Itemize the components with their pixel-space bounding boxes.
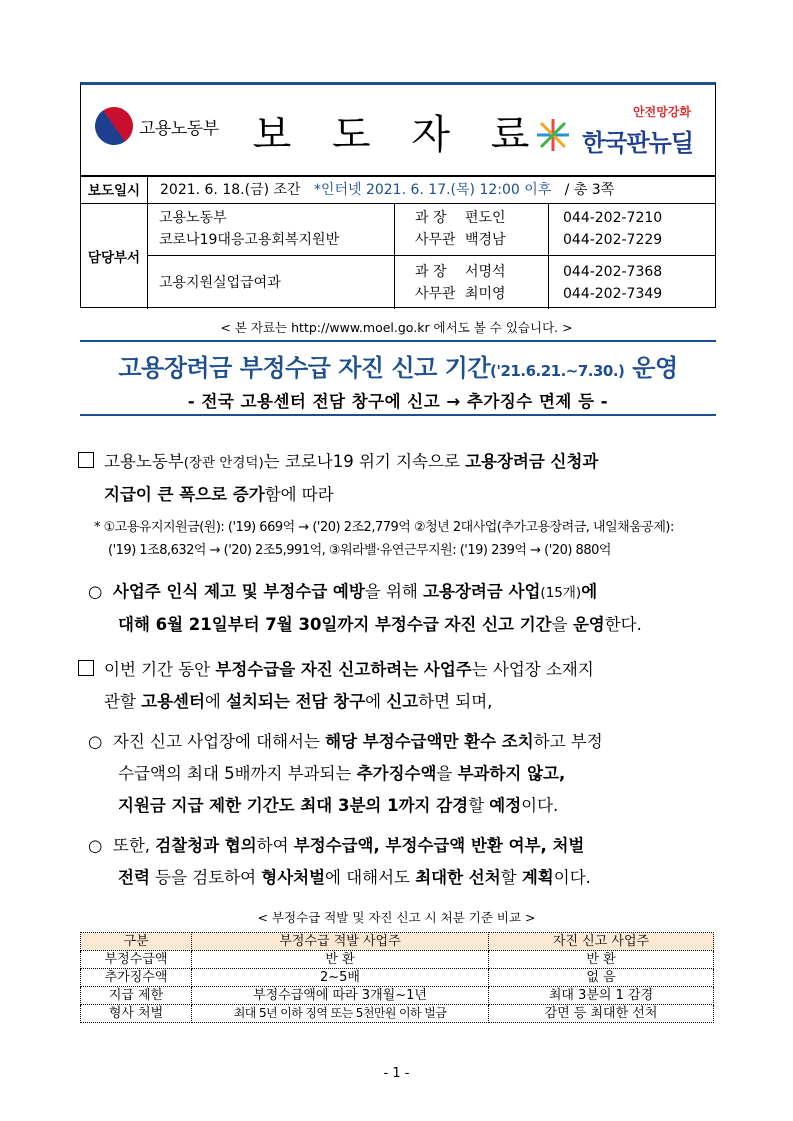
emphasis: 설치되는 전담 창구 bbox=[226, 692, 366, 711]
emphasis: 지원금 지급 제한 기간도 최대 3분의 1까지 감경 bbox=[118, 796, 469, 815]
text: 이다. bbox=[553, 868, 591, 887]
emphasis: 사업주 인식 제고 및 부정수급 예방 bbox=[112, 582, 365, 601]
table-cell: 감면 등 최대한 선처 bbox=[489, 1005, 714, 1023]
square-bullet-icon bbox=[78, 452, 94, 468]
department-org bbox=[147, 203, 395, 255]
text: 한다. bbox=[604, 615, 642, 634]
org-line: 고용지원실업급여과 bbox=[159, 274, 281, 291]
slogan: 안전망강화 bbox=[633, 105, 691, 119]
table-row bbox=[81, 1005, 714, 1023]
press-release-header bbox=[80, 82, 716, 308]
emphasis: 전력 bbox=[118, 868, 150, 887]
text: 에 bbox=[204, 692, 227, 711]
contact-phone: 044-202-7229 bbox=[563, 232, 663, 248]
footnote-line: ('19) 1조8,632억 → ('20) 2조5,991억, ③워라밸·유연근무지원: ('19) 239억 → ('20) 880억 bbox=[108, 543, 611, 558]
table-cell: 형사 처벌 bbox=[81, 1005, 192, 1023]
text: 관할 bbox=[104, 692, 142, 711]
department-contacts bbox=[395, 203, 549, 255]
table-header-cell: 구분 bbox=[81, 933, 192, 951]
document-title: 보 도 자 료 bbox=[252, 112, 544, 158]
circle-bullet-icon: ○ bbox=[88, 582, 103, 601]
release-info bbox=[148, 179, 614, 199]
text: 고용노동부 bbox=[104, 452, 184, 471]
footnote bbox=[94, 516, 714, 562]
circle-paragraph-1 bbox=[88, 576, 718, 641]
text: 을 bbox=[551, 615, 573, 634]
headline-end: 운영 bbox=[624, 354, 678, 382]
table-cell: 추가징수액 bbox=[81, 969, 192, 987]
internet-release: *인터넷 2021. 6. 17.(목) 12:00 이후 bbox=[313, 182, 552, 198]
emphasis: 예정 bbox=[489, 796, 522, 815]
text: 수급액의 최대 5배까지 부과되는 bbox=[118, 764, 357, 783]
emphasis: 최대한 선처 bbox=[415, 868, 501, 887]
text: 할 bbox=[500, 868, 522, 887]
circle-paragraph-2 bbox=[88, 726, 718, 822]
text: 함에 따라 bbox=[264, 485, 334, 504]
text: 자진 신고 사업장에 대해서는 bbox=[112, 732, 326, 751]
table-cell: 최대 3분의 1 감경 bbox=[489, 987, 714, 1005]
emphasis: 에 bbox=[581, 582, 598, 601]
page-number: - 1 - bbox=[383, 1066, 410, 1081]
department-label: 담당부서 bbox=[81, 203, 148, 309]
text: 하여 bbox=[256, 836, 294, 855]
table-row bbox=[81, 969, 714, 987]
paragraph-1 bbox=[78, 446, 718, 511]
department-phones bbox=[549, 256, 715, 309]
table-cell: 반 환 bbox=[192, 951, 489, 969]
release-date: 2021. 6. 18.(금) 조간 bbox=[160, 182, 301, 198]
contact-name: 백경남 bbox=[465, 232, 506, 248]
emphasis: 운영 bbox=[572, 615, 605, 634]
contact-phone: 044-202-7210 bbox=[563, 210, 663, 226]
new-deal-mark-icon bbox=[535, 117, 571, 153]
emphasis: 형사처벌 bbox=[261, 868, 326, 887]
text: 이다. bbox=[521, 796, 559, 815]
text: 등을 검토하여 bbox=[149, 868, 262, 887]
subheadline: - 전국 고용센터 전담 창구에 신고 → 추가징수 면제 등 - bbox=[187, 392, 609, 411]
table-cell: 2~5배 bbox=[192, 969, 489, 987]
headline bbox=[80, 348, 716, 383]
text: 하고 부정 bbox=[533, 732, 603, 751]
contact-phone: 044-202-7349 bbox=[563, 285, 663, 302]
emphasis: 고용장려금 신청과 bbox=[465, 452, 599, 471]
table-cell: 부정수급액에 따라 3개월~1년 bbox=[192, 987, 489, 1005]
text: 에 대해서도 bbox=[325, 868, 416, 887]
contact-phone: 044-202-7368 bbox=[563, 263, 663, 280]
emphasis: 부정수급액, 부정수급액 반환 여부, 처벌 bbox=[293, 836, 585, 855]
contact-name: 서명석 bbox=[465, 263, 506, 280]
contact-role: 사무관 bbox=[415, 232, 456, 248]
emphasis: 고용장려금 사업 bbox=[423, 582, 541, 601]
emphasis: 지급이 큰 폭으로 증가 bbox=[104, 485, 265, 504]
contact-person bbox=[415, 261, 548, 283]
text: (15개) bbox=[540, 585, 582, 601]
department-section bbox=[81, 203, 715, 309]
department-org bbox=[147, 256, 395, 309]
emphasis: 대해 6월 21일부터 7월 30일까지 부정수급 자진 신고 기간 bbox=[118, 615, 552, 634]
circle-bullet-icon: ○ bbox=[88, 732, 103, 751]
table-cell: 최대 5년 이하 징역 또는 5천만원 이하 벌금 bbox=[192, 1005, 489, 1023]
table-row bbox=[81, 951, 714, 969]
text: 할 bbox=[468, 796, 490, 815]
release-label: 보도일시 bbox=[81, 175, 148, 203]
text: 이번 기간 동안 bbox=[104, 660, 216, 679]
emphasis: 부정수급을 자진 신고하려는 사업주 bbox=[215, 660, 472, 679]
text: 하면 되며, bbox=[418, 692, 493, 711]
table-header-cell: 자진 신고 사업주 bbox=[489, 933, 714, 951]
table-cell: 반 환 bbox=[489, 951, 714, 969]
emphasis: 추가징수액 bbox=[356, 764, 437, 783]
table-cell: 지급 제한 bbox=[81, 987, 192, 1005]
header-title-row bbox=[81, 85, 715, 177]
text: 또한, bbox=[112, 836, 156, 855]
contact-person bbox=[415, 207, 548, 229]
contact-name: 편도인 bbox=[465, 210, 506, 226]
circle-bullet-icon: ○ bbox=[88, 836, 103, 855]
department-group bbox=[147, 203, 715, 256]
headline-main: 고용장려금 부정수급 자진 신고 기간 bbox=[118, 354, 491, 382]
korean-new-deal-logo bbox=[533, 99, 693, 163]
text: 을 위해 bbox=[364, 582, 424, 601]
text: 는 사업장 소재지 bbox=[471, 660, 594, 679]
comparison-table bbox=[80, 932, 714, 1023]
ministry-name: 고용노동부 bbox=[139, 118, 219, 139]
emphasis: 고용센터 bbox=[141, 692, 205, 711]
emphasis: 부과하지 않고, bbox=[457, 764, 566, 783]
table-header-cell: 부정수급 적발 사업주 bbox=[192, 933, 489, 951]
org-line: 고용노동부 bbox=[159, 210, 227, 226]
text: 을 bbox=[436, 764, 458, 783]
contact-name: 최미영 bbox=[465, 285, 506, 302]
website-notice: < 본 자료는 http://www.moel.go.kr 에서도 볼 수 있습니다. > bbox=[220, 320, 573, 335]
table-cell: 부정수급액 bbox=[81, 951, 192, 969]
brand-name: 한국판뉴딜 bbox=[582, 129, 693, 157]
emphasis: 계획 bbox=[521, 868, 554, 887]
text: 는 코로나19 위기 지속으로 bbox=[263, 452, 466, 471]
text: 에 bbox=[365, 692, 387, 711]
emphasis: 검찰청과 협의 bbox=[155, 836, 257, 855]
department-contacts bbox=[395, 256, 549, 309]
org-line: 코로나19대응고용회복지원반 bbox=[159, 232, 340, 248]
table-row bbox=[81, 987, 714, 1005]
contact-role: 사무관 bbox=[415, 285, 456, 302]
headline-box bbox=[80, 340, 716, 416]
text: (장관 안경덕) bbox=[183, 455, 264, 471]
circle-paragraph-3 bbox=[88, 830, 718, 894]
contact-person bbox=[415, 283, 548, 305]
release-date-row bbox=[81, 175, 715, 204]
department-phones bbox=[549, 203, 715, 255]
contact-role: 과 장 bbox=[415, 263, 447, 280]
footnote-line: * ①고용유지지원금(원): ('19) 669억 → ('20) 2조2,779억 ②청년 2대사업(추가고용장려금, 내일채움공제): bbox=[94, 520, 674, 535]
total-pages: / 총 3쪽 bbox=[564, 182, 615, 198]
table-cell: 없 음 bbox=[489, 969, 714, 987]
square-bullet-icon bbox=[78, 660, 94, 676]
table-caption: < 부정수급 적발 및 자진 신고 시 처분 기준 비교 > bbox=[257, 910, 536, 925]
table-header-row bbox=[81, 933, 714, 951]
emphasis: 해당 부정수급액만 환수 조치 bbox=[325, 732, 534, 751]
emphasis: 신고 bbox=[386, 692, 419, 711]
department-group bbox=[147, 256, 715, 309]
headline-period: ('21.6.21.~7.30.) bbox=[490, 362, 625, 380]
contact-person bbox=[415, 229, 548, 251]
contact-role: 과 장 bbox=[415, 210, 447, 226]
paragraph-2 bbox=[78, 654, 718, 718]
